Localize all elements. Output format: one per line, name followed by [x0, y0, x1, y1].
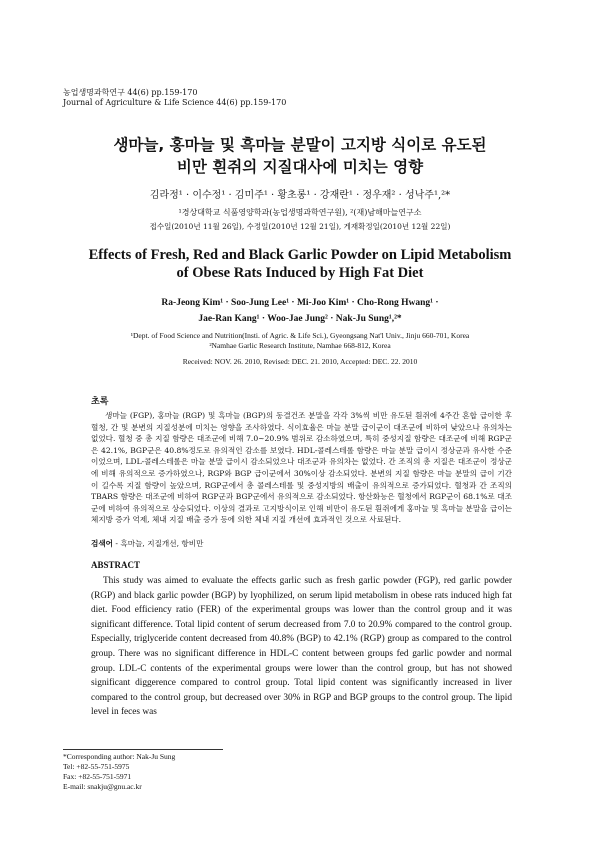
- footnote-divider: [63, 749, 223, 750]
- korean-title-line-1: 생마늘, 홍마늘 및 흑마늘 분말이 고지방 식이로 유도된: [113, 136, 487, 154]
- english-affiliation-1: ¹Dept. of Food Science and Nutrition(Insti. of Agric. & Life Sci.), Gyeongsang Nat'l Univ., Jinju 660-701, Korea: [130, 331, 470, 340]
- footnote-email: E-mail: snakju@gnu.ac.kr: [63, 782, 142, 791]
- english-authors: [40, 295, 560, 327]
- journal-line-english: Journal of Agriculture & Life Science 44(6) pp.159-170: [63, 98, 287, 107]
- journal-line-korean: 농업생명과학연구 44(6) pp.159-170: [63, 88, 198, 97]
- keywords-text: - 흑마늘, 지질개선, 항비만: [113, 539, 204, 548]
- english-title-line-1: Effects of Fresh, Red and Black Garlic Powder on Lipid Metabolism: [88, 247, 512, 263]
- english-authors-line-2: Jae-Ran Kang¹ · Woo-Jae Jung² · Nak-Ju Sung¹,²*: [198, 314, 402, 324]
- korean-abstract-body: 생마늘 (FGP), 홍마늘 (RGP) 및 흑마늘 (BGP)의 동결건조 분말을 각각 3%씩 비만 유도된 흰쥐에 4주간 혼합 급이한 후 혈청, 간 및 분변의 지질성분에 미치는 영향을 조사하였다. 식이효율은 마늘 분말 급이군이 대조군에 비하여 낮았으나 유의차는 없었다. 혈청 중 총 지질 함량은 대조군에 비해 7.0~20.9% 범위로 감소하였으며, 특히 중성지질 함량은 대조군에 비해 RGP군은 42.1%, BGP군은 40.8%정도로 유의적인 감소를 보였다. HDL-콜레스테롤 함량은 마늘 분말 급이시 정상군과 유사한 수준이었으며, LDL-콜레스테롤은 마늘 분말 급이시 감소되었으나 대조군과 유의차는 없었다. 간 조직의 총 지질은 대조군이 정상군에 비해 유의적으로 증가하였으나, RGP와 BGP 급이군에서 30%이상 감소되었다. 분변의 지질 함량은 마늘 분말의 급이 기간이 길수록 지질 함량이 높았으며, RGP군에서 총 콜레스테롤 및 중성지방의 배출이 유의적으로 증가되었다. 혈청과 간 조직의 TBARS 함량은 대조군에 비하여 RGP군과 BGP군에서 유의적으로 감소되었다. 항산화능은 혈청에서 RGP군이 68.1%로 대조군에 비하여 유의적으로 상승되었다. 이상의 결과로 고지방식이로 인해 비만이 유도된 흰쥐에게 홍마늘 및 흑마늘 분말을 급이는 체지방 증가 억제, 체내 지질 배출 증가 등에 의한 체내 지질 개선에 효과적인 것으로 사료된다.: [91, 411, 512, 525]
- english-title: [40, 246, 560, 282]
- korean-authors: 김라정¹ · 이수정¹ · 김미주¹ · 황초롱¹ · 강재란¹ · 정우재² · 성낙주¹,²*: [149, 190, 451, 201]
- english-abstract-heading: ABSTRACT: [91, 560, 141, 570]
- footnote-tel: Tel: +82-55-751-5975: [63, 762, 130, 771]
- korean-dates: 접수일(2010년 11월 26일), 수정일(2010년 12월 21일), 게재확정일(2010년 12월 22일): [149, 222, 451, 231]
- english-affiliations: [40, 331, 560, 350]
- corresponding-footnote: [63, 752, 175, 792]
- english-authors-line-1: Ra-Jeong Kim¹ · Soo-Jung Lee¹ · Mi-Joo Kim¹ · Cho-Rong Hwang¹ ·: [161, 298, 439, 308]
- korean-title: [40, 134, 560, 178]
- english-title-line-2: of Obese Rats Induced by High Fat Diet: [176, 265, 424, 281]
- korean-keywords: [91, 538, 203, 549]
- korean-abstract-heading: 초록: [91, 397, 109, 407]
- footnote-fax: Fax: +82-55-751-5971: [63, 772, 132, 781]
- english-affiliation-2: ²Namhae Garlic Research Institute, Namhae 668-812, Korea: [209, 340, 391, 350]
- keywords-label: 검색어: [91, 539, 114, 548]
- korean-affiliations: ¹경상대학교 식품영양학과(농업생명과학연구원), ²(재)남해마늘연구소: [178, 208, 422, 217]
- korean-title-line-2: 비만 흰쥐의 지질대사에 미치는 영향: [176, 158, 424, 176]
- english-abstract-body: This study was aimed to evaluate the effects garlic such as fresh garlic powder (FGP), red garlic powder (RGP) and black garlic powder (BGP) by lyophilized, on serum lipid metabolism in obese rats induced high fat diet. Food efficiency ratio (FER) of the experimental groups was lower than the control group and it was significant difference. Total lipid content of serum decreased from 7.0 to 20.9% compared to the control group. Especially, triglyceride content decreased from 40.8% (BGP) to 42.1% (RGP) group as compared to the control group. There was no significant difference in HDL-C content between groups fed garlic powder and normal group. LDL-C contents of the experimental groups were lower than the control group, but has not showed significant diggerence compared to control group. Total lipid content was significantly increased in liver compared to the control group, but decreased over 30% in RGP and BGP groups to the control group. The lipid level in feces was: [91, 576, 512, 718]
- corresponding-author: *Corresponding author: Nak-Ju Sung: [63, 752, 176, 761]
- journal-header: [63, 88, 286, 108]
- english-dates: Received: NOV. 26. 2010, Revised: DEC. 21. 2010, Accepted: DEC. 22. 2010: [182, 357, 418, 366]
